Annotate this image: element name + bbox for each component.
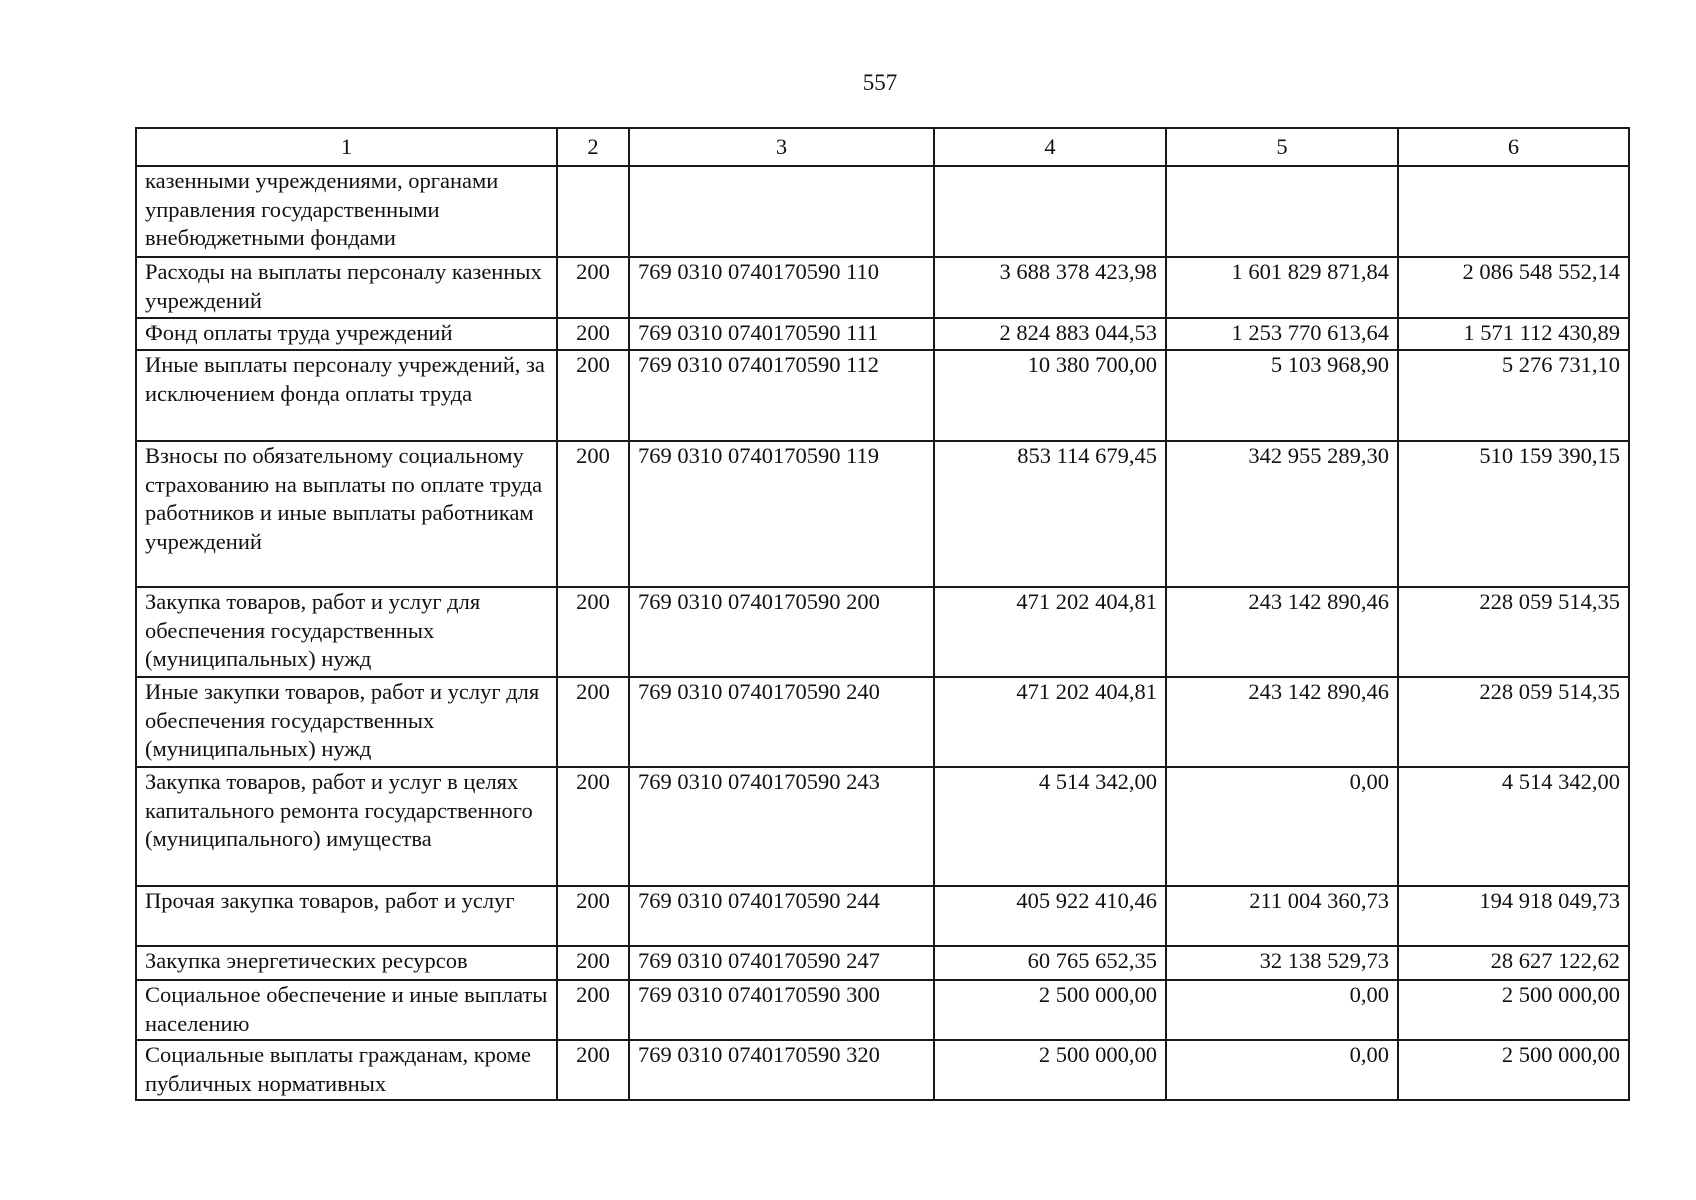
- budget-classification-code: 769 0310 0740170590 119: [629, 441, 934, 587]
- expense-name: Закупка энергетических ресурсов: [136, 946, 557, 980]
- amount-col-6: 2 086 548 552,14: [1398, 257, 1629, 318]
- budget-classification-code: 769 0310 0740170590 247: [629, 946, 934, 980]
- amount-col-4: 405 922 410,46: [934, 886, 1166, 946]
- budget-classification-code: 769 0310 0740170590 200: [629, 587, 934, 677]
- table-row: [136, 677, 1629, 767]
- table-row: [136, 257, 1629, 318]
- budget-classification-code: 769 0310 0740170590 320: [629, 1040, 934, 1100]
- amount-col-5: 5 103 968,90: [1166, 350, 1398, 441]
- page-number: 557: [862, 70, 898, 95]
- table-header: [136, 128, 1629, 166]
- amount-col-4: 4 514 342,00: [934, 767, 1166, 886]
- grbs-code: [557, 166, 629, 257]
- amount-col-6: 228 059 514,35: [1398, 677, 1629, 767]
- grbs-code: 200: [557, 350, 629, 441]
- table-body: [136, 166, 1629, 1100]
- amount-col-5: 243 142 890,46: [1166, 587, 1398, 677]
- header-col-1: 1: [136, 128, 557, 166]
- expense-name: Расходы на выплаты персоналу казенных учреждений: [136, 257, 557, 318]
- amount-col-6: [1398, 166, 1629, 257]
- table-row: [136, 1040, 1629, 1100]
- amount-col-6: 5 276 731,10: [1398, 350, 1629, 441]
- expense-name: казенными учреждениями, органами управления государственными внебюджетными фондами: [136, 166, 557, 257]
- header-col-6: 6: [1398, 128, 1629, 166]
- table-row: [136, 946, 1629, 980]
- budget-table: [135, 127, 1630, 1101]
- grbs-code: 200: [557, 946, 629, 980]
- table-row: [136, 318, 1629, 350]
- amount-col-6: 28 627 122,62: [1398, 946, 1629, 980]
- amount-col-4: 3 688 378 423,98: [934, 257, 1166, 318]
- budget-classification-code: [629, 166, 934, 257]
- budget-classification-code: 769 0310 0740170590 111: [629, 318, 934, 350]
- amount-col-5: 1 601 829 871,84: [1166, 257, 1398, 318]
- table-row: [136, 350, 1629, 441]
- header-col-4: 4: [934, 128, 1166, 166]
- grbs-code: 200: [557, 1040, 629, 1100]
- amount-col-6: 228 059 514,35: [1398, 587, 1629, 677]
- amount-col-6: 2 500 000,00: [1398, 980, 1629, 1040]
- amount-col-5: 1 253 770 613,64: [1166, 318, 1398, 350]
- budget-classification-code: 769 0310 0740170590 244: [629, 886, 934, 946]
- amount-col-4: 2 500 000,00: [934, 1040, 1166, 1100]
- grbs-code: 200: [557, 677, 629, 767]
- expense-name: Взносы по обязательному социальному страхованию на выплаты по оплате труда работников и иные выплаты работникам учреждений: [136, 441, 557, 587]
- amount-col-4: 2 824 883 044,53: [934, 318, 1166, 350]
- amount-col-5: 0,00: [1166, 767, 1398, 886]
- amount-col-4: 60 765 652,35: [934, 946, 1166, 980]
- expense-name: Социальные выплаты гражданам, кроме публичных нормативных: [136, 1040, 557, 1100]
- amount-col-4: [934, 166, 1166, 257]
- amount-col-4: 471 202 404,81: [934, 677, 1166, 767]
- amount-col-6: 510 159 390,15: [1398, 441, 1629, 587]
- grbs-code: 200: [557, 441, 629, 587]
- amount-col-6: 1 571 112 430,89: [1398, 318, 1629, 350]
- amount-col-4: 853 114 679,45: [934, 441, 1166, 587]
- grbs-code: 200: [557, 767, 629, 886]
- table-row: [136, 441, 1629, 587]
- grbs-code: 200: [557, 886, 629, 946]
- budget-classification-code: 769 0310 0740170590 240: [629, 677, 934, 767]
- amount-col-5: [1166, 166, 1398, 257]
- header-row: [136, 128, 1629, 166]
- expense-name: Иные закупки товаров, работ и услуг для обеспечения государственных (муниципальных) нужд: [136, 677, 557, 767]
- amount-col-5: 32 138 529,73: [1166, 946, 1398, 980]
- amount-col-5: 0,00: [1166, 1040, 1398, 1100]
- amount-col-5: 243 142 890,46: [1166, 677, 1398, 767]
- amount-col-5: 342 955 289,30: [1166, 441, 1398, 587]
- header-col-3: 3: [629, 128, 934, 166]
- header-col-5: 5: [1166, 128, 1398, 166]
- budget-classification-code: 769 0310 0740170590 243: [629, 767, 934, 886]
- amount-col-4: 10 380 700,00: [934, 350, 1166, 441]
- header-col-2: 2: [557, 128, 629, 166]
- budget-classification-code: 769 0310 0740170590 300: [629, 980, 934, 1040]
- amount-col-4: 2 500 000,00: [934, 980, 1166, 1040]
- table-row: [136, 886, 1629, 946]
- budget-classification-code: 769 0310 0740170590 110: [629, 257, 934, 318]
- table-row: [136, 166, 1629, 257]
- amount-col-5: 211 004 360,73: [1166, 886, 1398, 946]
- grbs-code: 200: [557, 587, 629, 677]
- amount-col-6: 194 918 049,73: [1398, 886, 1629, 946]
- expense-name: Прочая закупка товаров, работ и услуг: [136, 886, 557, 946]
- expense-name: Социальное обеспечение и иные выплаты населению: [136, 980, 557, 1040]
- budget-classification-code: 769 0310 0740170590 112: [629, 350, 934, 441]
- expense-name: Закупка товаров, работ и услуг для обеспечения государственных (муниципальных) нужд: [136, 587, 557, 677]
- grbs-code: 200: [557, 980, 629, 1040]
- table-row: [136, 980, 1629, 1040]
- grbs-code: 200: [557, 318, 629, 350]
- expense-name: Закупка товаров, работ и услуг в целях капитального ремонта государственного (муниципального) имущества: [136, 767, 557, 886]
- table-row: [136, 767, 1629, 886]
- table-row: [136, 587, 1629, 677]
- amount-col-5: 0,00: [1166, 980, 1398, 1040]
- expense-name: Иные выплаты персоналу учреждений, за исключением фонда оплаты труда: [136, 350, 557, 441]
- amount-col-6: 4 514 342,00: [1398, 767, 1629, 886]
- expense-name: Фонд оплаты труда учреждений: [136, 318, 557, 350]
- amount-col-4: 471 202 404,81: [934, 587, 1166, 677]
- grbs-code: 200: [557, 257, 629, 318]
- amount-col-6: 2 500 000,00: [1398, 1040, 1629, 1100]
